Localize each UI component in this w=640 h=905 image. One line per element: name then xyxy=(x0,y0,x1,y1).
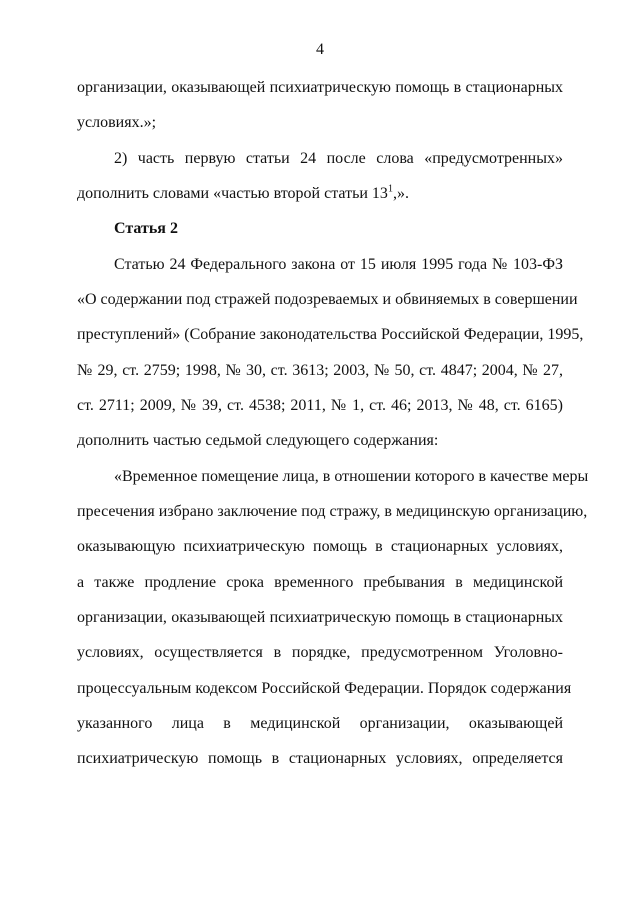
paragraph-3-line-3: преступлений» (Собрание законодательства Российской Федерации, 1995, xyxy=(77,326,584,343)
page-number: 4 xyxy=(316,41,324,58)
paragraph-1-line-2: условиях.»; xyxy=(77,114,157,131)
paragraph-4-line-5: организации, оказывающей психиатрическую помощь в стационарных xyxy=(77,609,563,626)
paragraph-2-line-2-text: дополнить словами «частью второй статьи 13 xyxy=(77,185,388,202)
paragraph-4-line-4: а также продление срока временного пребывания в медицинской xyxy=(77,574,563,591)
paragraph-4-line-7: процессуальным кодексом Российской Федерации. Порядок содержания xyxy=(77,680,572,697)
paragraph-3-line-5: ст. 2711; 2009, № 39, ст. 4538; 2011, № 1, ст. 46; 2013, № 48, ст. 6165) xyxy=(77,397,563,414)
paragraph-4-line-1: «Временное помещение лица, в отношении которого в качестве меры xyxy=(114,468,589,485)
paragraph-4-line-6: условиях, осуществляется в порядке, предусмотренном Уголовно- xyxy=(77,644,563,661)
paragraph-4-line-3: оказывающую психиатрическую помощь в стационарных условиях, xyxy=(77,538,563,555)
superscript: 1 xyxy=(387,183,393,195)
article-heading: Статья 2 xyxy=(114,220,178,237)
paragraph-2-line-2-end: ,». xyxy=(392,185,409,202)
paragraph-4-line-8: указанного лица в медицинской организации, оказывающей xyxy=(77,715,563,732)
paragraph-2-line-2 xyxy=(77,184,563,204)
paragraph-3-line-1: Статью 24 Федерального закона от 15 июля 1995 года № 103-ФЗ xyxy=(114,256,563,273)
paragraph-3-line-6: дополнить частью седьмой следующего содержания: xyxy=(77,432,439,449)
paragraph-4-line-9: психиатрическую помощь в стационарных условиях, определяется xyxy=(77,750,563,767)
paragraph-4-line-2: пресечения избрано заключение под стражу, в медицинскую организацию, xyxy=(77,503,588,520)
paragraph-3-line-2: «О содержании под стражей подозреваемых и обвиняемых в совершении xyxy=(77,291,578,308)
paragraph-3-line-4: № 29, ст. 2759; 1998, № 30, ст. 3613; 2003, № 50, ст. 4847; 2004, № 27, xyxy=(77,362,563,379)
paragraph-1-line-1: организации, оказывающей психиатрическую помощь в стационарных xyxy=(77,79,563,96)
paragraph-2-line-1: 2) часть первую статьи 24 после слова «предусмотренных» xyxy=(114,150,563,167)
